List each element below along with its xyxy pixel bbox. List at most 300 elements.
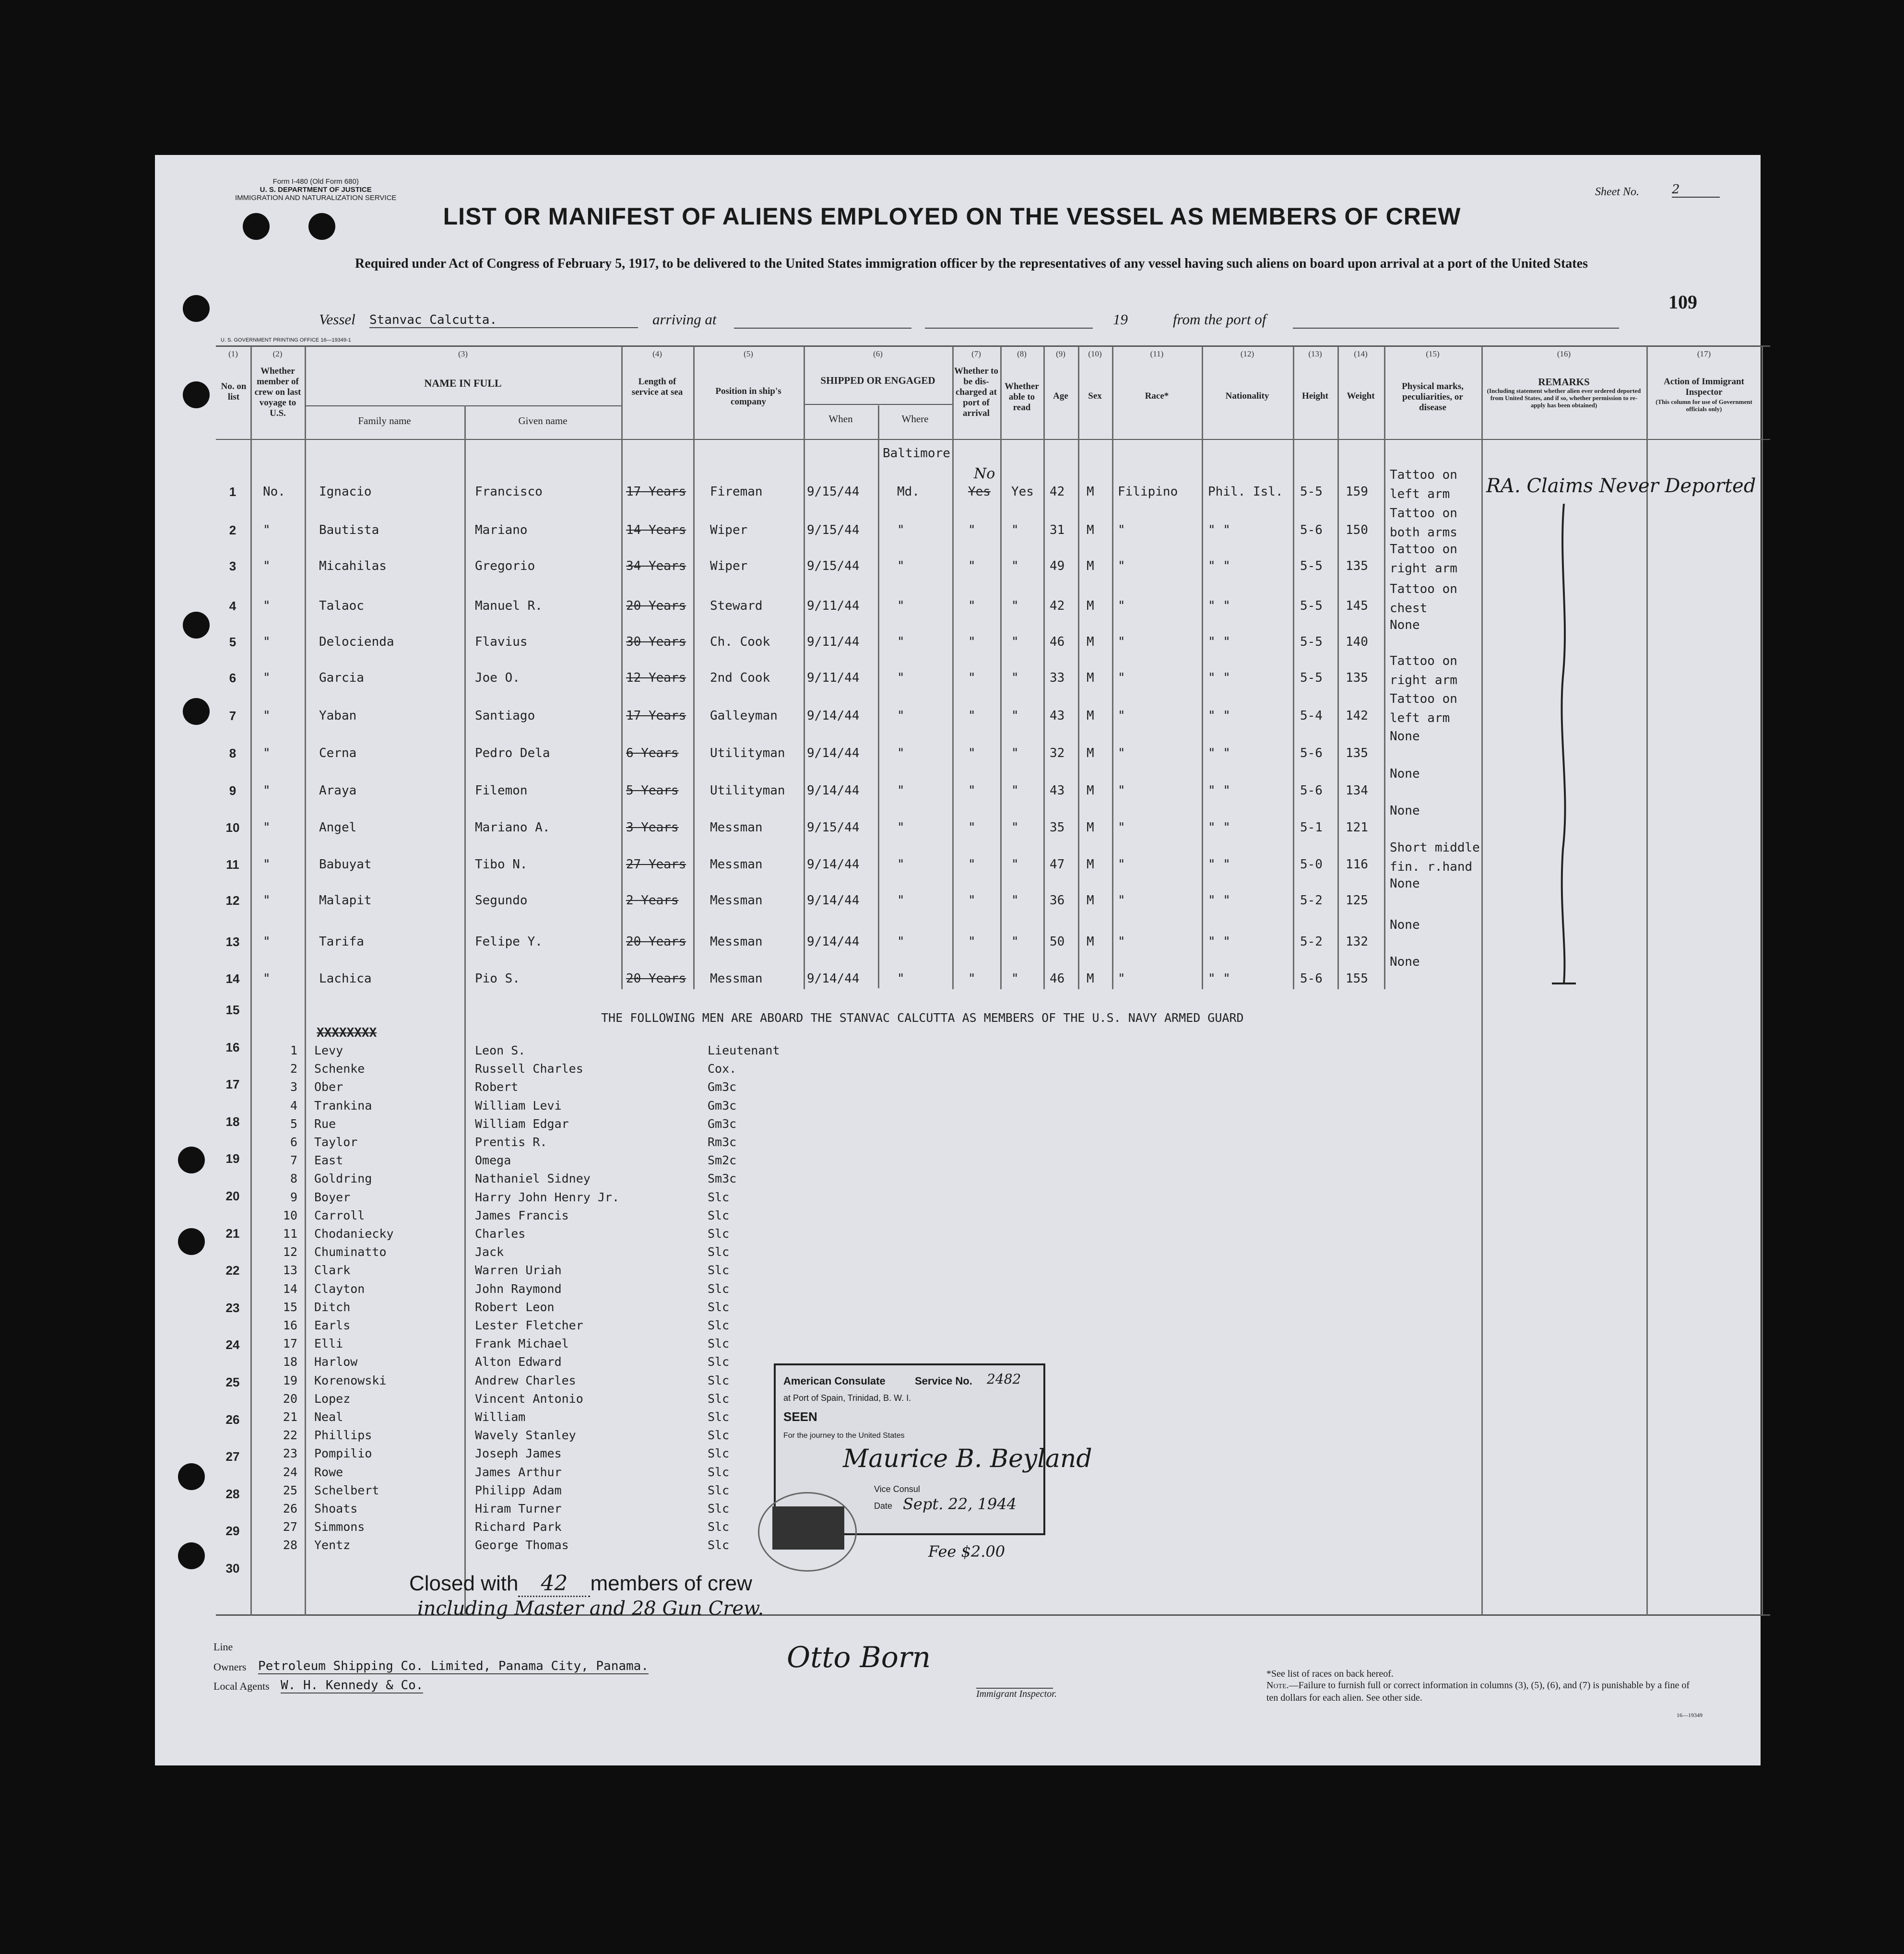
col-header-remarks-note: (Including statement whether alien ever ordered deported from United States, and if so, whether permission to re-apply has been obtained): [1487, 387, 1641, 409]
closed-with: [409, 1571, 752, 1597]
crew-where: ": [897, 671, 905, 685]
form-code: 16—19349: [1677, 1712, 1703, 1718]
crew-race: ": [1118, 671, 1125, 685]
crew-no: 1: [229, 485, 237, 499]
row-number: 21: [225, 1226, 240, 1241]
crew-no: 6: [229, 671, 237, 685]
crew-member: ": [263, 559, 271, 573]
table-head-rule: [216, 439, 1770, 440]
form-header: [235, 178, 396, 202]
guard-n: 26: [283, 1502, 297, 1516]
row-number: 25: [225, 1375, 240, 1389]
col-header-discharged: Whether to be dis-charged at port of arrival: [954, 366, 998, 418]
crew-sex: M: [1087, 523, 1094, 537]
guard-family: Chodaniecky: [314, 1227, 394, 1241]
crew-read: ": [1011, 671, 1019, 685]
guard-rank: Slc: [708, 1428, 730, 1443]
col-header-member: Whether member of crew on last voyage to U.S.: [254, 366, 301, 418]
crew-position: Utilityman: [710, 783, 785, 798]
crew-race: Filipino: [1118, 485, 1178, 499]
crew-where: ": [897, 857, 905, 872]
crew-sex: M: [1087, 893, 1094, 908]
col-header-no: No. on list: [221, 381, 247, 402]
crew-position: Steward: [710, 599, 763, 613]
crew-discharged: ": [968, 820, 976, 835]
guard-family: Pompilio: [314, 1446, 372, 1461]
col-header-shipped: SHIPPED OR ENGAGED: [820, 375, 935, 386]
crew-read: ": [1011, 746, 1019, 760]
crew-age: 43: [1050, 709, 1065, 723]
col-header-action: Action of Immigrant Inspector: [1664, 377, 1744, 397]
row-number: 27: [225, 1449, 240, 1464]
guard-rank: Slc: [708, 1281, 730, 1296]
crew-discharged: ": [968, 783, 976, 798]
row-number: 29: [225, 1524, 240, 1539]
guard-rank: Rm3c: [708, 1135, 737, 1149]
guard-given: Richard Park: [475, 1520, 562, 1534]
sheet-number: 2: [1672, 182, 1720, 198]
crew-age: 43: [1050, 783, 1065, 798]
guard-n: 11: [283, 1227, 297, 1241]
row-number: 23: [225, 1300, 240, 1315]
guard-n: 16: [283, 1318, 297, 1332]
crew-when: 9/11/44: [807, 635, 860, 649]
crew-read: ": [1011, 893, 1019, 908]
punch-hole: [183, 698, 210, 725]
guard-n: 9: [290, 1190, 297, 1204]
col-header-length: Length of service at sea: [631, 377, 683, 397]
col-divider: [1000, 346, 1002, 989]
col-num-1: (1): [228, 349, 238, 358]
crew-when: 9/14/44: [807, 783, 860, 798]
guard-family: Elli: [314, 1337, 343, 1351]
col-num-17: (17): [1697, 349, 1711, 358]
guard-given: Robert Leon: [475, 1300, 555, 1314]
row-number: 24: [225, 1338, 240, 1352]
agents-label: Local Agents: [213, 1680, 270, 1692]
col-num-16: (16): [1557, 349, 1571, 358]
col-num-3: (3): [458, 349, 468, 358]
crew-given: Mariano: [475, 523, 528, 537]
guard-family: Schenke: [314, 1062, 365, 1076]
crew-race: ": [1118, 559, 1125, 573]
crew-family: Yaban: [319, 709, 357, 723]
punch-hole: [178, 1228, 205, 1255]
crew-where: Md.: [897, 485, 920, 499]
guard-family: Korenowski: [314, 1373, 387, 1387]
guard-family: Neal: [314, 1410, 343, 1424]
col-num-15: (15): [1426, 349, 1440, 358]
service-name: IMMIGRATION AND NATURALIZATION SERVICE: [235, 194, 397, 202]
crew-where: ": [897, 783, 905, 798]
guard-given: Frank Michael: [475, 1337, 569, 1351]
guard-family: Rowe: [314, 1465, 343, 1479]
crew-height: 5-1: [1300, 820, 1323, 835]
crew-sex: M: [1087, 783, 1094, 798]
guard-n: 3: [290, 1080, 297, 1094]
shipped-where-header: Baltimore: [883, 446, 950, 461]
guard-given: Jack: [475, 1245, 504, 1259]
col-divider: [1762, 346, 1763, 1615]
crew-member: ": [263, 893, 271, 908]
crew-position: Ch. Cook: [710, 635, 770, 649]
crew-sex: M: [1087, 671, 1094, 685]
crew-service: 3 Years: [626, 820, 679, 835]
stamp-vice-consul: Vice Consul: [874, 1484, 920, 1494]
crew-sex: M: [1087, 857, 1094, 872]
sheet-label: Sheet No.: [1595, 186, 1639, 198]
crew-race: ": [1118, 523, 1125, 537]
crew-member: No.: [263, 485, 285, 499]
fee-stamp: [772, 1506, 844, 1550]
crew-read: ": [1011, 857, 1019, 872]
guard-n: 7: [290, 1153, 297, 1168]
crew-discharged: ": [968, 559, 976, 573]
crew-sex: M: [1087, 635, 1094, 649]
row-number: 30: [225, 1561, 240, 1575]
crew-given: Gregorio: [475, 559, 535, 573]
col-num-2: (2): [272, 349, 283, 358]
crew-nationality: " ": [1208, 783, 1230, 798]
crew-age: 32: [1050, 746, 1065, 760]
crew-race: ": [1118, 746, 1125, 760]
crew-height: 5-2: [1300, 935, 1323, 949]
crew-marks: Tattoo on left arm: [1390, 692, 1457, 725]
row-number: 18: [225, 1114, 240, 1129]
date-blank: [925, 328, 1093, 329]
crew-race: ": [1118, 935, 1125, 949]
col-header-weight: Weight: [1347, 391, 1375, 401]
crew-when: 9/15/44: [807, 820, 860, 835]
crew-given: Mariano A.: [475, 820, 550, 835]
crew-race: ": [1118, 635, 1125, 649]
col-header-action-note: (This column for use of Government officials only): [1656, 398, 1752, 413]
crew-position: Messman: [710, 893, 763, 908]
crew-sex: M: [1087, 709, 1094, 723]
guard-given: Omega: [475, 1153, 511, 1168]
stamp-date-label: Date: [874, 1501, 893, 1511]
crew-read: ": [1011, 709, 1019, 723]
crew-service: 27 Years: [626, 857, 686, 872]
guard-given: Andrew Charles: [475, 1373, 576, 1387]
crew-no: 14: [225, 971, 240, 986]
crew-marks: None: [1390, 618, 1420, 632]
col-divider: [1293, 346, 1294, 989]
guard-rank: Slc: [708, 1391, 730, 1406]
crew-where: ": [897, 935, 905, 949]
guard-family: Phillips: [314, 1428, 372, 1443]
crew-sex: M: [1087, 746, 1094, 760]
punch-hole: [178, 1463, 205, 1490]
guard-rank: Sm3c: [708, 1172, 737, 1186]
guard-n: 23: [283, 1446, 297, 1461]
crew-race: ": [1118, 971, 1125, 986]
crew-no: 9: [229, 783, 237, 798]
guard-n: 4: [290, 1098, 297, 1113]
col-header-height: Height: [1302, 391, 1328, 401]
col-header-age: Age: [1053, 391, 1068, 401]
crew-member: ": [263, 935, 271, 949]
col-num-12: (12): [1240, 349, 1254, 358]
crew-weight: 159: [1346, 485, 1368, 499]
guard-family: Earls: [314, 1318, 351, 1332]
crew-sex: M: [1087, 485, 1094, 499]
guard-rank: Slc: [708, 1227, 730, 1241]
crew-when: 9/11/44: [807, 599, 860, 613]
crew-marks: Tattoo on left arm: [1390, 468, 1457, 501]
col-header-when: When: [828, 413, 853, 425]
crew-height: 5-6: [1300, 971, 1323, 986]
crew-nationality: " ": [1208, 746, 1230, 760]
crew-discharged: Yes: [968, 485, 991, 499]
guard-rank: Slc: [708, 1465, 730, 1479]
crew-when: 9/14/44: [807, 971, 860, 986]
crew-weight: 135: [1346, 671, 1368, 685]
col-divider: [1043, 346, 1045, 989]
guard-n: 22: [283, 1428, 297, 1443]
crew-position: Utilityman: [710, 746, 785, 760]
guard-rank: Slc: [708, 1538, 730, 1552]
crew-when: 9/15/44: [807, 559, 860, 573]
crew-marks: None: [1390, 767, 1420, 781]
remarks-handwritten: RA. Claims Never Deported: [1486, 475, 1756, 497]
guard-given: Nathaniel Sidney: [475, 1172, 591, 1186]
row-number: 16: [225, 1040, 240, 1054]
crew-discharged: ": [968, 709, 976, 723]
guard-n: 25: [283, 1483, 297, 1497]
inspector-signature: Otto Born: [787, 1641, 931, 1674]
crew-position: Messman: [710, 857, 763, 872]
crew-member: ": [263, 971, 271, 986]
crew-nationality: " ": [1208, 523, 1230, 537]
guard-family: Schelbert: [314, 1483, 379, 1497]
punch-hole: [178, 1147, 205, 1173]
crew-discharged: ": [968, 671, 976, 685]
crew-nationality: " ": [1208, 709, 1230, 723]
guard-given: Alton Edward: [475, 1355, 562, 1369]
guard-family: Simmons: [314, 1520, 365, 1534]
crew-family: Talaoc: [319, 599, 364, 613]
punch-hole: [178, 1542, 205, 1569]
crew-family: Garcia: [319, 671, 364, 685]
col-header-marks: Physical marks, peculiarities, or disease: [1402, 381, 1464, 413]
guard-rank: Slc: [708, 1373, 730, 1387]
crew-member: ": [263, 857, 271, 872]
crew-race: ": [1118, 820, 1125, 835]
col-header-race: Race*: [1145, 391, 1169, 401]
crew-no: 2: [229, 523, 237, 537]
row-number: 28: [225, 1486, 240, 1501]
crew-member: ": [263, 746, 271, 760]
struck-header: XXXXXXXX: [317, 1026, 377, 1040]
crew-marks: None: [1390, 729, 1420, 744]
department: U. S. DEPARTMENT OF JUSTICE: [260, 186, 372, 194]
owners-label: Owners: [213, 1661, 247, 1673]
crew-weight: 135: [1346, 746, 1368, 760]
guard-given: Russell Charles: [475, 1062, 583, 1076]
crew-marks: Tattoo on chest: [1390, 582, 1457, 616]
stamp-date: Sept. 22, 1944: [903, 1495, 1017, 1513]
vessel-label: Vessel: [319, 311, 355, 328]
guard-n: 5: [290, 1116, 297, 1131]
guard-rank: Sm2c: [708, 1153, 737, 1168]
guard-family: Shoats: [314, 1502, 358, 1516]
crew-nationality: " ": [1208, 935, 1230, 949]
stamp-port: at Port of Spain, Trinidad, B. W. I.: [783, 1393, 911, 1403]
crew-weight: 121: [1346, 820, 1368, 835]
col-divider: [804, 346, 805, 989]
crew-nationality: " ": [1208, 893, 1230, 908]
crew-discharged: ": [968, 746, 976, 760]
crew-read: ": [1011, 935, 1019, 949]
name-sub-rule: [305, 405, 621, 406]
crew-age: 47: [1050, 857, 1065, 872]
crew-age: 50: [1050, 935, 1065, 949]
guard-rank: Gm3c: [708, 1116, 737, 1131]
col-num-4: (4): [652, 349, 662, 358]
crew-when: 9/14/44: [807, 893, 860, 908]
page-title: LIST OR MANIFEST OF ALIENS EMPLOYED ON THE VESSEL AS MEMBERS OF CREW: [443, 203, 1461, 230]
crew-no: 4: [229, 599, 237, 613]
guard-given: Hiram Turner: [475, 1502, 562, 1516]
crew-no: 11: [226, 857, 239, 872]
crew-height: 5-6: [1300, 523, 1323, 537]
guard-n: 6: [290, 1135, 297, 1149]
shipped-sub-rule: [804, 404, 952, 405]
guard-family: Boyer: [314, 1190, 351, 1204]
crew-discharged: ": [968, 971, 976, 986]
owners-value: Petroleum Shipping Co. Limited, Panama City, Panama.: [258, 1659, 649, 1673]
col-num-13: (13): [1308, 349, 1322, 358]
crew-height: 5-2: [1300, 893, 1323, 908]
ditto-bracket: [1549, 504, 1578, 988]
crew-nationality: " ": [1208, 820, 1230, 835]
guard-n: 20: [283, 1391, 297, 1406]
col-divider: [621, 346, 623, 989]
crew-read: ": [1011, 559, 1019, 573]
crew-given: Filemon: [475, 783, 528, 798]
crew-given: Pedro Dela: [475, 746, 550, 760]
punch-hole: [183, 381, 210, 408]
crew-family: Lachica: [319, 971, 372, 986]
guard-n: 14: [283, 1281, 297, 1296]
crew-height: 5-6: [1300, 746, 1323, 760]
crew-read: ": [1011, 635, 1019, 649]
guard-given: Leon S.: [475, 1043, 526, 1057]
col-header-sex: Sex: [1088, 391, 1102, 401]
crew-given: Pio S.: [475, 971, 520, 986]
guard-family: Clayton: [314, 1281, 365, 1296]
crew-nationality: " ": [1208, 599, 1230, 613]
crew-weight: 155: [1346, 971, 1368, 986]
col-divider: [1646, 346, 1648, 1615]
stamp-service-label: Service No.: [915, 1375, 972, 1387]
crew-given: Felipe Y.: [475, 935, 543, 949]
guard-n: 27: [283, 1520, 297, 1534]
guard-n: 1: [290, 1043, 297, 1057]
agents-value: W. H. Kennedy & Co.: [281, 1678, 424, 1693]
col-divider: [464, 405, 466, 1614]
crew-position: Messman: [710, 935, 763, 949]
stamp-service-no: 2482: [987, 1371, 1021, 1387]
row-number: 26: [225, 1412, 240, 1427]
guard-n: 28: [283, 1538, 297, 1552]
crew-weight: 135: [1346, 559, 1368, 573]
col-header-position: Position in ship's company: [715, 386, 781, 407]
col-num-14: (14): [1354, 349, 1368, 358]
crew-where: ": [897, 523, 905, 537]
guard-n: 18: [283, 1355, 297, 1369]
from-port-blank: [1293, 328, 1619, 329]
crew-when: 9/11/44: [807, 671, 860, 685]
crew-sex: M: [1087, 935, 1094, 949]
crew-position: Wiper: [710, 523, 748, 537]
crew-member: ": [263, 820, 271, 835]
guard-n: 24: [283, 1465, 297, 1479]
crew-member: ": [263, 523, 271, 537]
crew-sex: M: [1087, 559, 1094, 573]
from-port-label: from the port of: [1173, 311, 1266, 328]
crew-nationality: Phil. Isl.: [1208, 485, 1283, 499]
crew-age: 33: [1050, 671, 1065, 685]
vessel-name: Stanvac Calcutta.: [369, 313, 638, 328]
col-header-nationality: Nationality: [1225, 391, 1269, 401]
crew-service: 20 Years: [626, 935, 686, 949]
crew-given: Flavius: [475, 635, 528, 649]
stamp-consulate: American Consulate: [783, 1375, 886, 1387]
fee-note: Fee $2.00: [928, 1542, 1005, 1561]
crew-family: Malapit: [319, 893, 372, 908]
guard-rank: Slc: [708, 1355, 730, 1369]
crew-nationality: " ": [1208, 671, 1230, 685]
guard-family: Carroll: [314, 1208, 365, 1222]
col-header-remarks: REMARKS: [1538, 376, 1590, 388]
crew-family: Angel: [319, 820, 357, 835]
crew-when: 9/14/44: [807, 857, 860, 872]
guard-rank: Gm3c: [708, 1098, 737, 1113]
crew-no: 13: [225, 935, 240, 949]
page-subtitle: Required under Act of Congress of February 5, 1917, to be delivered to the United States immigration officer by the representatives of any vessel having such aliens on board upon arrival at a port of the United States: [355, 256, 1588, 271]
guard-rank: Slc: [708, 1245, 730, 1259]
guard-n: 10: [283, 1208, 297, 1222]
guard-given: Harry John Henry Jr.: [475, 1190, 620, 1204]
crew-member: ": [263, 783, 271, 798]
crew-family: Delocienda: [319, 635, 394, 649]
col-num-9: (9): [1056, 349, 1065, 358]
crew-family: Tarifa: [319, 935, 364, 949]
guard-given: James Francis: [475, 1208, 569, 1222]
crew-where: ": [897, 893, 905, 908]
punch-hole: [183, 295, 210, 322]
crew-sex: M: [1087, 971, 1094, 986]
crew-marks: Short middle fin. r.hand: [1390, 841, 1480, 874]
crew-where: ": [897, 635, 905, 649]
guard-rank: Slc: [708, 1410, 730, 1424]
crew-height: 5-5: [1300, 485, 1323, 499]
row-number: 15: [225, 1003, 240, 1017]
crew-member: ": [263, 599, 271, 613]
crew-height: 5-5: [1300, 635, 1323, 649]
crew-race: ": [1118, 857, 1125, 872]
inspector-label: Immigrant Inspector.: [976, 1689, 1057, 1699]
guard-given: Lester Fletcher: [475, 1318, 583, 1332]
col-divider: [878, 405, 879, 988]
closed-suffix: members of crew: [590, 1572, 752, 1595]
crew-given: Joe O.: [475, 671, 520, 685]
guard-rank: Slc: [708, 1520, 730, 1534]
crew-age: 46: [1050, 971, 1065, 986]
crew-nationality: " ": [1208, 971, 1230, 986]
